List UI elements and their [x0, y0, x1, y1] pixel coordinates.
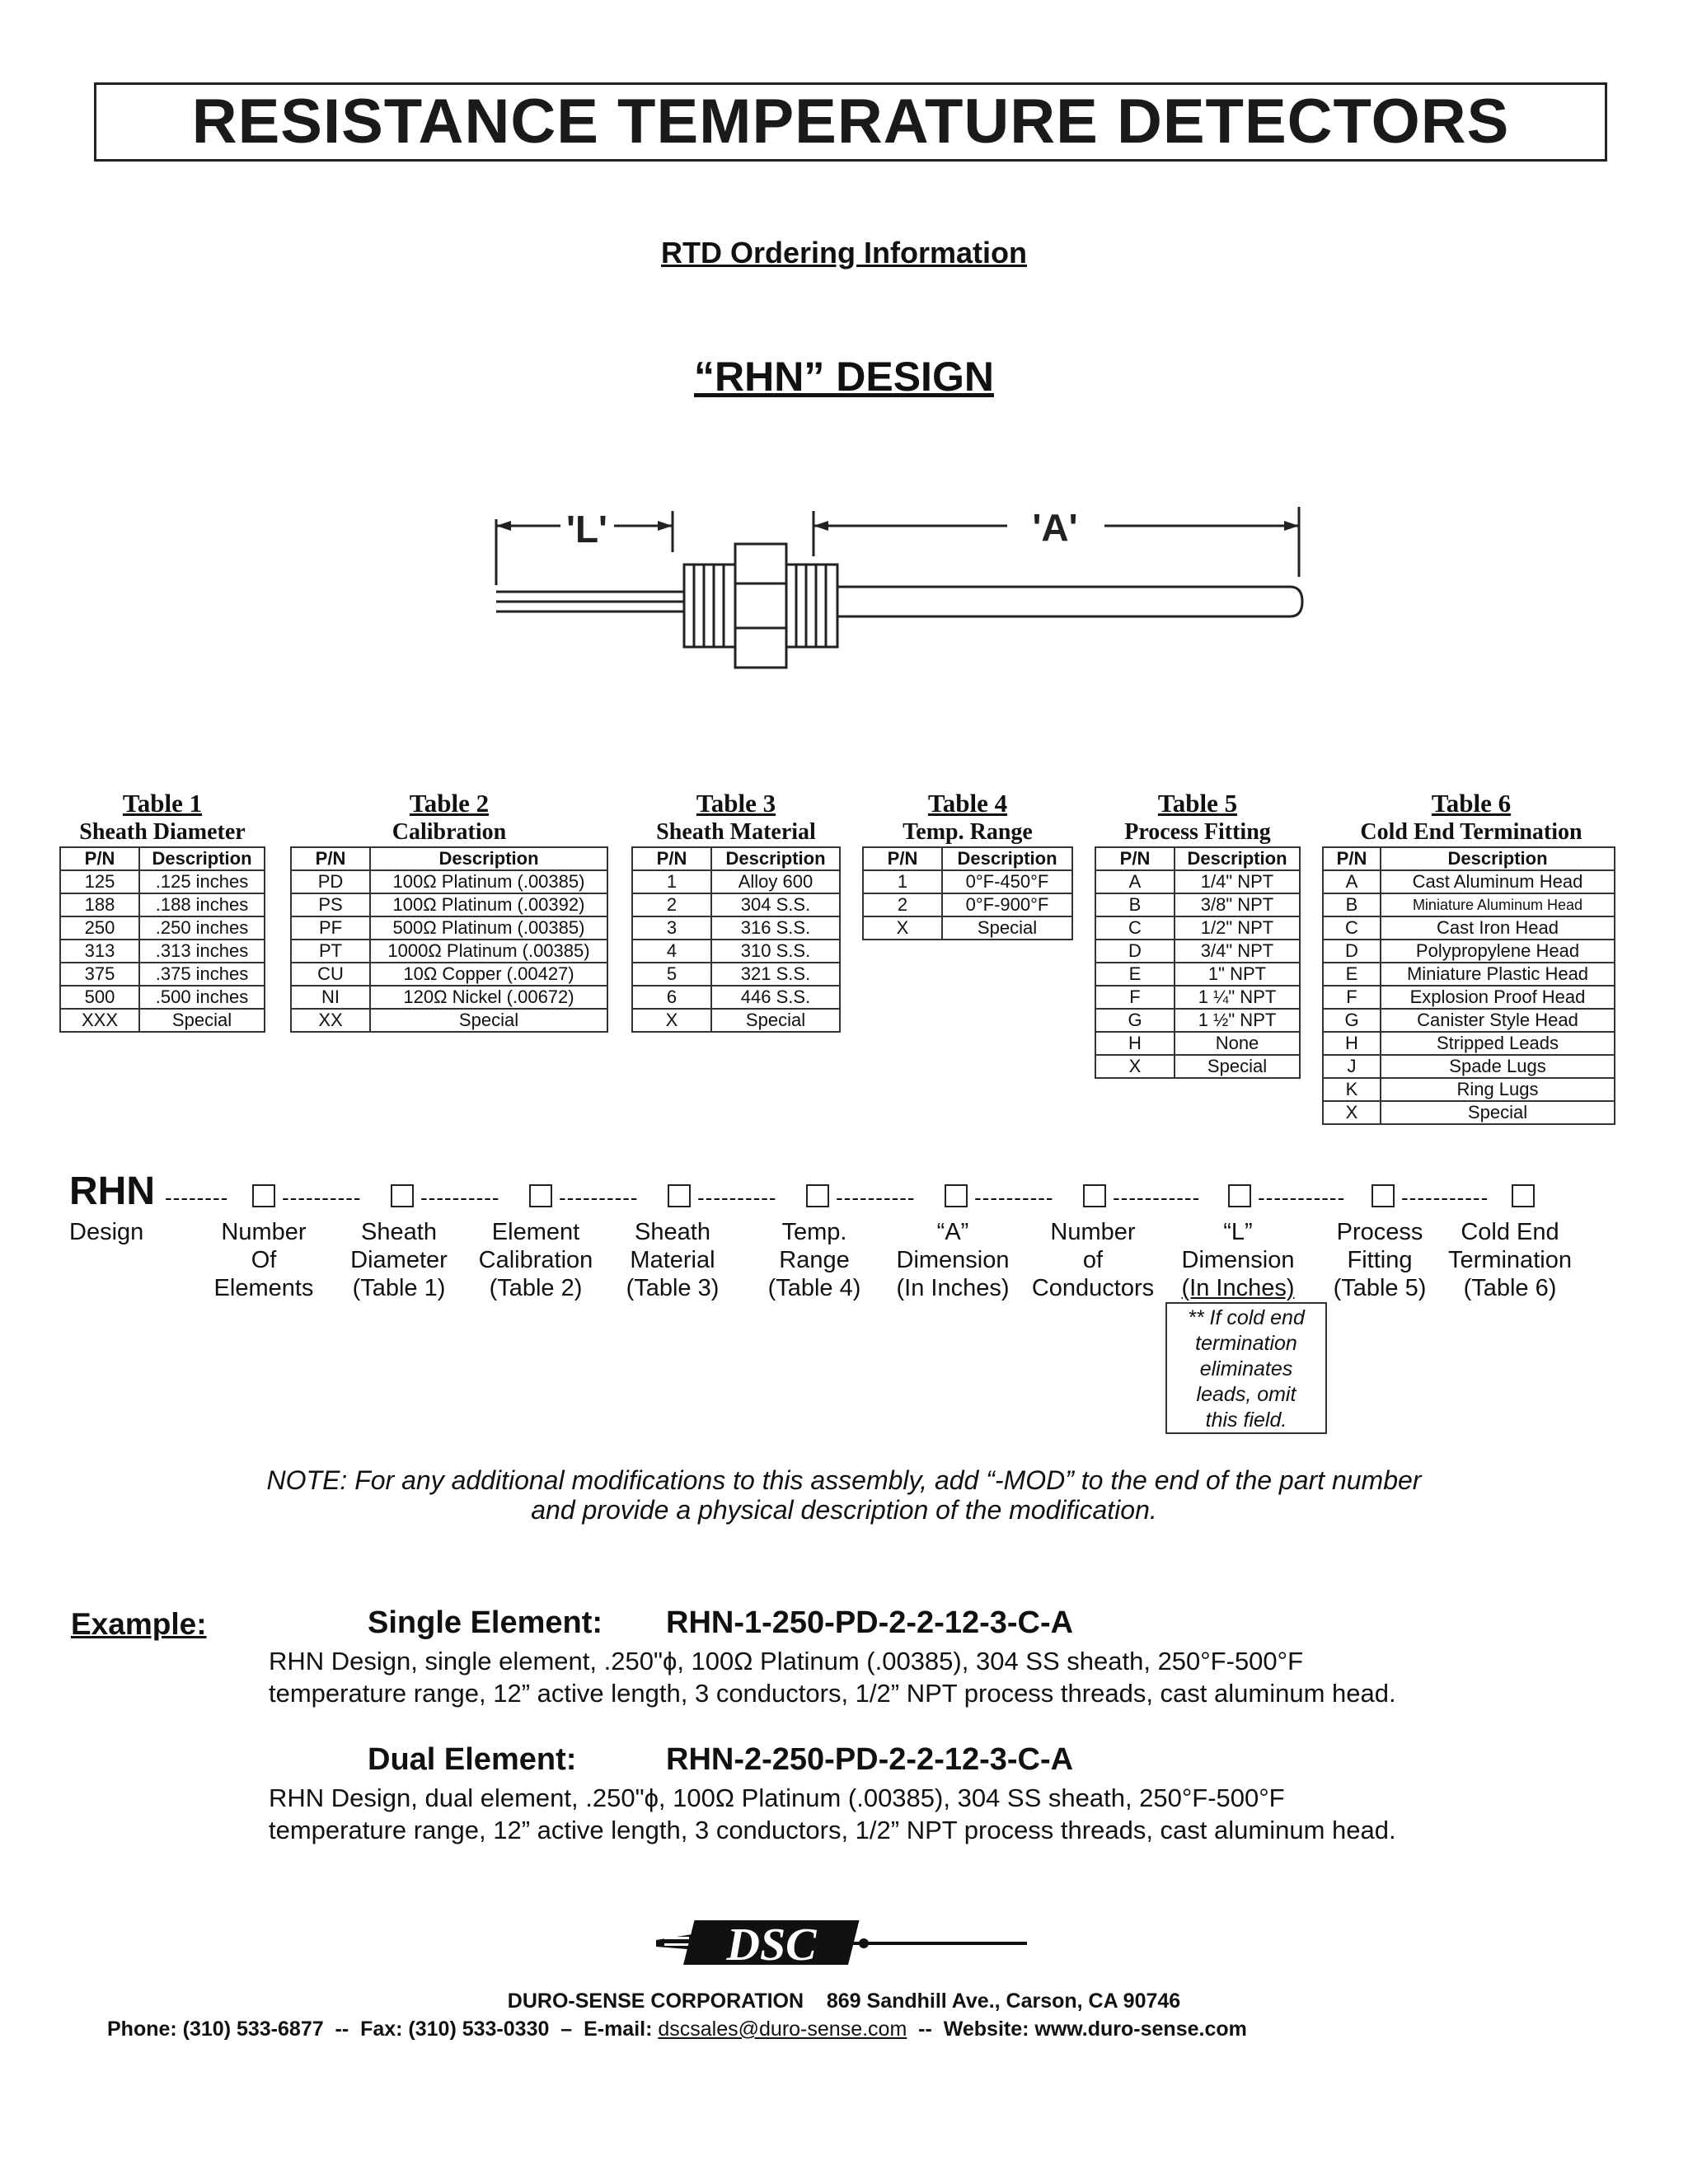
- pn-cell: 250: [60, 916, 139, 940]
- table-row: [60, 893, 265, 916]
- description-cell: Cast Aluminum Head: [1381, 870, 1615, 893]
- pn-cell: 375: [60, 963, 139, 986]
- dash-leader: -----------: [1401, 1185, 1489, 1210]
- pn-cell: 188: [60, 893, 139, 916]
- code-box-conductors: [1083, 1184, 1106, 1207]
- table-row: [1323, 893, 1615, 916]
- pn-cell: H: [1323, 1032, 1381, 1055]
- website[interactable]: Website: www.duro-sense.com: [943, 2018, 1247, 2041]
- table-grid: [290, 846, 608, 1033]
- pn-cell: C: [1095, 916, 1175, 940]
- logo-text: DSC: [726, 1919, 817, 1971]
- table-row: [1323, 1055, 1615, 1078]
- company-logo: [648, 1909, 1035, 1975]
- dual-element-desc-1: RHN Design, dual element, .250"ϕ, 100Ω Platinum (.00385), 304 SS sheath, 250°F-500°F: [269, 1783, 1285, 1812]
- description-cell: 446 S.S.: [711, 986, 840, 1009]
- pn-cell: G: [1095, 1009, 1175, 1032]
- description-cell: 500Ω Platinum (.00385): [370, 916, 607, 940]
- label-line: Sheath: [635, 1219, 710, 1245]
- description-cell: 304 S.S.: [711, 893, 840, 916]
- pn-cell: 4: [632, 940, 711, 963]
- column-label-l-dimension: [1172, 1218, 1304, 1302]
- description-cell: Miniature Aluminum Head: [1381, 893, 1615, 916]
- table-row: [1323, 1009, 1615, 1032]
- label-line: Number: [221, 1219, 307, 1245]
- table-row: [632, 963, 840, 986]
- pn-cell: PT: [291, 940, 370, 963]
- description-cell: 3/4" NPT: [1175, 940, 1300, 963]
- table-row: [1323, 963, 1615, 986]
- dash-leader: ----------: [974, 1185, 1054, 1210]
- code-box-a-dimension: [945, 1184, 968, 1207]
- table-grid: [59, 846, 265, 1033]
- column-label-range: [757, 1218, 872, 1302]
- description-cell: Alloy 600: [711, 870, 840, 893]
- page-title: RESISTANCE TEMPERATURE DETECTORS: [191, 87, 1510, 157]
- label-line: Dimension: [1181, 1247, 1295, 1273]
- pn-cell: F: [1323, 986, 1381, 1009]
- description-cell: 100Ω Platinum (.00392): [370, 893, 607, 916]
- table-title: Table 6: [1431, 789, 1512, 818]
- table-2: [290, 789, 608, 1033]
- description-cell: 1/4" NPT: [1175, 870, 1300, 893]
- pn-cell: 125: [60, 870, 139, 893]
- code-box-range: [806, 1184, 829, 1207]
- description-cell: Special: [1175, 1055, 1300, 1078]
- column-label-a-dimension: [887, 1218, 1019, 1302]
- table-row: [1095, 893, 1300, 916]
- table-row: [1095, 1055, 1300, 1078]
- pn-cell: PD: [291, 870, 370, 893]
- table-row: [1095, 963, 1300, 986]
- modification-note: NOTE: For any additional modifications to this assembly, add “-MOD” to the end of the part number: [266, 1465, 1422, 1495]
- label-line: (Table 2): [489, 1275, 583, 1301]
- description-cell: Special: [139, 1009, 265, 1032]
- table-row: [60, 940, 265, 963]
- table-row: [291, 1009, 607, 1032]
- table-row: [291, 963, 607, 986]
- dash-leader: ----------: [697, 1185, 777, 1210]
- pn-cell: X: [1323, 1101, 1381, 1124]
- table-row: [291, 986, 607, 1009]
- column-header: P/N: [863, 847, 942, 870]
- column-label-fitting: [1322, 1218, 1437, 1302]
- description-cell: None: [1175, 1032, 1300, 1055]
- pn-cell: G: [1323, 1009, 1381, 1032]
- table-row: [291, 916, 607, 940]
- table-grid: [1322, 846, 1615, 1125]
- pn-cell: 1: [632, 870, 711, 893]
- table-subtitle: Temp. Range: [903, 819, 1033, 845]
- design-title: “RHN” DESIGN: [694, 354, 994, 400]
- table-subtitle: Process Fitting: [1124, 819, 1271, 845]
- label-line: Of: [251, 1247, 277, 1273]
- dash-leader: ----------: [836, 1185, 916, 1210]
- pn-cell: XXX: [60, 1009, 139, 1032]
- table-row: [632, 916, 840, 940]
- table-row: [1095, 986, 1300, 1009]
- label-line: Sheath: [361, 1219, 437, 1245]
- table-title: Table 5: [1157, 789, 1238, 818]
- table-row: [291, 893, 607, 916]
- dash-leader: ----------: [420, 1185, 500, 1210]
- table-row: [632, 870, 840, 893]
- label-line: Element: [491, 1219, 580, 1245]
- column-label-design: [69, 1218, 152, 1246]
- note-line: eliminates: [1199, 1357, 1293, 1380]
- code-box-elements: [252, 1184, 275, 1207]
- pn-cell: 2: [632, 893, 711, 916]
- dash-leader: -----------: [1258, 1185, 1346, 1210]
- pn-cell: 5: [632, 963, 711, 986]
- description-cell: 321 S.S.: [711, 963, 840, 986]
- table-row: [1095, 1032, 1300, 1055]
- footer-contact: Phone: (310) 533-6877 -- Fax: (310) 533-0330 – E-mail: dscsales@duro-sense.com -- Website: www.duro-sense.com: [107, 2018, 1247, 2041]
- dual-element-part: RHN-2-250-PD-2-2-12-3-C-A: [666, 1742, 1074, 1777]
- table-row: [60, 1009, 265, 1032]
- table-row: [1323, 940, 1615, 963]
- pn-cell: X: [1095, 1055, 1175, 1078]
- pn-cell: X: [632, 1009, 711, 1032]
- label-line: (Table 3): [626, 1275, 720, 1301]
- column-label-diameter: [341, 1218, 457, 1302]
- pn-cell: F: [1095, 986, 1175, 1009]
- label-line: Fitting: [1347, 1247, 1413, 1273]
- pn-cell: B: [1323, 893, 1381, 916]
- dash-leader: -----------: [1113, 1185, 1201, 1210]
- table-row: [1323, 1032, 1615, 1055]
- table-grid: [1095, 846, 1301, 1079]
- description-cell: Special: [370, 1009, 607, 1032]
- table-row: [632, 940, 840, 963]
- pn-cell: 6: [632, 986, 711, 1009]
- description-cell: 1/2" NPT: [1175, 916, 1300, 940]
- table-row: [60, 963, 265, 986]
- subtitle: RTD Ordering Information: [661, 236, 1027, 269]
- table-title: Table 3: [696, 789, 776, 818]
- pn-cell: 500: [60, 986, 139, 1009]
- column-header: Description: [139, 847, 265, 870]
- description-cell: 1 ¼" NPT: [1175, 986, 1300, 1009]
- label-line: (In Inches): [1181, 1275, 1295, 1301]
- dual-element-desc-2: temperature range, 12” active length, 3 conductors, 1/2” NPT process threads, cast aluminum head.: [269, 1816, 1396, 1844]
- column-label-calibration: [470, 1218, 602, 1302]
- description-cell: Special: [942, 916, 1072, 940]
- pn-cell: D: [1323, 940, 1381, 963]
- label-line: Process: [1336, 1219, 1423, 1245]
- description-cell: .125 inches: [139, 870, 265, 893]
- table-subtitle: Cold End Termination: [1360, 819, 1582, 845]
- column-header: P/N: [1323, 847, 1381, 870]
- table-row: [1323, 870, 1615, 893]
- table-row: [1095, 940, 1300, 963]
- pn-cell: K: [1323, 1078, 1381, 1101]
- pn-cell: A: [1095, 870, 1175, 893]
- table-row: [632, 893, 840, 916]
- table-title: Table 4: [927, 789, 1008, 818]
- description-cell: 0°F-450°F: [942, 870, 1072, 893]
- pn-cell: C: [1323, 916, 1381, 940]
- table-1: [59, 789, 265, 1033]
- description-cell: .500 inches: [139, 986, 265, 1009]
- label-line: Elements: [213, 1275, 314, 1301]
- pn-cell: D: [1095, 940, 1175, 963]
- description-cell: 120Ω Nickel (.00672): [370, 986, 607, 1009]
- label-line: Material: [630, 1247, 715, 1273]
- description-cell: 100Ω Platinum (.00385): [370, 870, 607, 893]
- description-cell: Spade Lugs: [1381, 1055, 1615, 1078]
- note-line: this field.: [1205, 1408, 1287, 1432]
- description-cell: Explosion Proof Head: [1381, 986, 1615, 1009]
- description-cell: Canister Style Head: [1381, 1009, 1615, 1032]
- single-element-desc-1: RHN Design, single element, .250"ϕ, 100Ω Platinum (.00385), 304 SS sheath, 250°F-500°F: [269, 1647, 1304, 1675]
- table-row: [1323, 1101, 1615, 1124]
- code-box-material: [668, 1184, 691, 1207]
- table-title: Table 1: [122, 789, 203, 818]
- description-cell: .313 inches: [139, 940, 265, 963]
- description-cell: Cast Iron Head: [1381, 916, 1615, 940]
- pn-cell: A: [1323, 870, 1381, 893]
- table-grid: [631, 846, 841, 1033]
- table-row: [1095, 1009, 1300, 1032]
- footer-company: [0, 1990, 1688, 2013]
- company-address: 869 Sandhill Ave., Carson, CA 90746: [826, 1990, 1181, 2013]
- column-header: Description: [1175, 847, 1300, 870]
- column-label-material: [615, 1218, 730, 1302]
- column-header: Description: [1381, 847, 1615, 870]
- table-row: [60, 916, 265, 940]
- note-line: leads, omit: [1196, 1383, 1296, 1406]
- phone: Phone: (310) 533-6877: [107, 2018, 324, 2041]
- table-subtitle: Sheath Material: [656, 819, 816, 845]
- table-row: [632, 986, 840, 1009]
- pn-cell: 313: [60, 940, 139, 963]
- description-cell: .375 inches: [139, 963, 265, 986]
- label-line: Design: [69, 1219, 144, 1245]
- column-label-elements: [206, 1218, 321, 1302]
- pn-cell: CU: [291, 963, 370, 986]
- pn-cell: E: [1095, 963, 1175, 986]
- pn-cell: 2: [863, 893, 942, 916]
- dual-element-heading: Dual Element:: [368, 1742, 577, 1777]
- a-dimension-label: 'A': [1032, 506, 1078, 549]
- table-row: [1323, 916, 1615, 940]
- dash-leader: ----------: [282, 1185, 362, 1210]
- column-label-conductors: [1027, 1218, 1159, 1302]
- column-header: P/N: [291, 847, 370, 870]
- description-cell: .250 inches: [139, 916, 265, 940]
- table-row: [60, 870, 265, 893]
- probe-diagram: [478, 486, 1327, 684]
- description-cell: 1000Ω Platinum (.00385): [370, 940, 607, 963]
- email-label: E-mail:: [584, 2018, 653, 2041]
- label-line: Range: [779, 1247, 850, 1273]
- label-line: Cold End: [1461, 1219, 1559, 1245]
- table-row: [863, 870, 1072, 893]
- code-box-fitting: [1372, 1184, 1395, 1207]
- column-header: Description: [370, 847, 607, 870]
- label-line: Termination: [1448, 1247, 1572, 1273]
- description-cell: Special: [711, 1009, 840, 1032]
- pn-cell: X: [863, 916, 942, 940]
- email-link[interactable]: dscsales@duro-sense.com: [658, 2018, 907, 2041]
- label-line: Calibration: [478, 1247, 593, 1273]
- table-row: [632, 1009, 840, 1032]
- table-subtitle: Calibration: [392, 819, 507, 845]
- label-line: (Table 4): [767, 1275, 861, 1301]
- label-line: “A”: [936, 1219, 969, 1245]
- table-row: [863, 893, 1072, 916]
- column-header: P/N: [1095, 847, 1175, 870]
- pn-cell: H: [1095, 1032, 1175, 1055]
- single-element-part: RHN-1-250-PD-2-2-12-3-C-A: [666, 1605, 1074, 1640]
- pn-cell: NI: [291, 986, 370, 1009]
- table-row: [60, 986, 265, 1009]
- table-6: [1322, 789, 1620, 1125]
- table-row: [1323, 1078, 1615, 1101]
- pn-cell: 1: [863, 870, 942, 893]
- description-cell: 316 S.S.: [711, 916, 840, 940]
- fax: Fax: (310) 533-0330: [360, 2018, 550, 2041]
- single-element-heading: Single Element:: [368, 1605, 603, 1640]
- table-grid: [862, 846, 1073, 940]
- description-cell: Special: [1381, 1101, 1615, 1124]
- single-element-desc-2: temperature range, 12” active length, 3 conductors, 1/2” NPT process threads, cast aluminum head.: [269, 1679, 1396, 1708]
- label-line: (Table 1): [352, 1275, 446, 1301]
- table-subtitle: Sheath Diameter: [79, 819, 246, 845]
- description-cell: Ring Lugs: [1381, 1078, 1615, 1101]
- description-cell: 0°F-900°F: [942, 893, 1072, 916]
- column-header: P/N: [60, 847, 139, 870]
- label-line: “L”: [1223, 1219, 1253, 1245]
- dash-leader: ----------: [559, 1185, 639, 1210]
- label-line: Diameter: [350, 1247, 448, 1273]
- pn-cell: PF: [291, 916, 370, 940]
- description-cell: 1 ½" NPT: [1175, 1009, 1300, 1032]
- company-name: DURO-SENSE CORPORATION: [507, 1990, 804, 2013]
- code-box-termination: [1512, 1184, 1535, 1207]
- pn-cell: 3: [632, 916, 711, 940]
- description-cell: 1" NPT: [1175, 963, 1300, 986]
- label-line: Number: [1050, 1219, 1136, 1245]
- example-label: Example:: [71, 1607, 207, 1641]
- description-cell: 310 S.S.: [711, 940, 840, 963]
- pn-cell: XX: [291, 1009, 370, 1032]
- label-line: (Table 5): [1333, 1275, 1427, 1301]
- column-header: P/N: [632, 847, 711, 870]
- note-line: termination: [1195, 1332, 1297, 1355]
- table-3: [631, 789, 841, 1033]
- code-box-diameter: [391, 1184, 414, 1207]
- table-row: [1323, 986, 1615, 1009]
- l-dimension-label: 'L': [566, 508, 607, 551]
- label-line: (In Inches): [896, 1275, 1010, 1301]
- table-title: Table 2: [409, 789, 490, 818]
- label-line: Dimension: [896, 1247, 1010, 1273]
- pn-cell: PS: [291, 893, 370, 916]
- dash-leader: --------: [165, 1185, 229, 1210]
- description-cell: Polypropylene Head: [1381, 940, 1615, 963]
- table-row: [291, 940, 607, 963]
- description-cell: Stripped Leads: [1381, 1032, 1615, 1055]
- column-header: Description: [942, 847, 1072, 870]
- column-header: Description: [711, 847, 840, 870]
- modification-note-line2: and provide a physical description of the modification.: [531, 1495, 1157, 1525]
- pn-cell: E: [1323, 963, 1381, 986]
- description-cell: .188 inches: [139, 893, 265, 916]
- header-box: [94, 82, 1607, 162]
- note-line: ** If cold end: [1188, 1306, 1305, 1329]
- table-5: [1095, 789, 1301, 1079]
- label-line: (Table 6): [1463, 1275, 1557, 1301]
- description-cell: 10Ω Copper (.00427): [370, 963, 607, 986]
- l-dimension-note: [1165, 1302, 1327, 1434]
- part-prefix: RHN: [69, 1169, 155, 1213]
- label-line: Temp.: [781, 1219, 847, 1245]
- description-cell: 3/8" NPT: [1175, 893, 1300, 916]
- description-cell: Miniature Plastic Head: [1381, 963, 1615, 986]
- pn-cell: B: [1095, 893, 1175, 916]
- code-box-calibration: [529, 1184, 552, 1207]
- table-row: [1095, 870, 1300, 893]
- table-row: [291, 870, 607, 893]
- table-row: [1095, 916, 1300, 940]
- label-line: Conductors: [1031, 1275, 1155, 1301]
- column-label-termination: [1444, 1218, 1576, 1302]
- label-line: of: [1082, 1247, 1104, 1273]
- table-4: [862, 789, 1073, 940]
- pn-cell: J: [1323, 1055, 1381, 1078]
- code-box-l-dimension: [1228, 1184, 1251, 1207]
- table-row: [863, 916, 1072, 940]
